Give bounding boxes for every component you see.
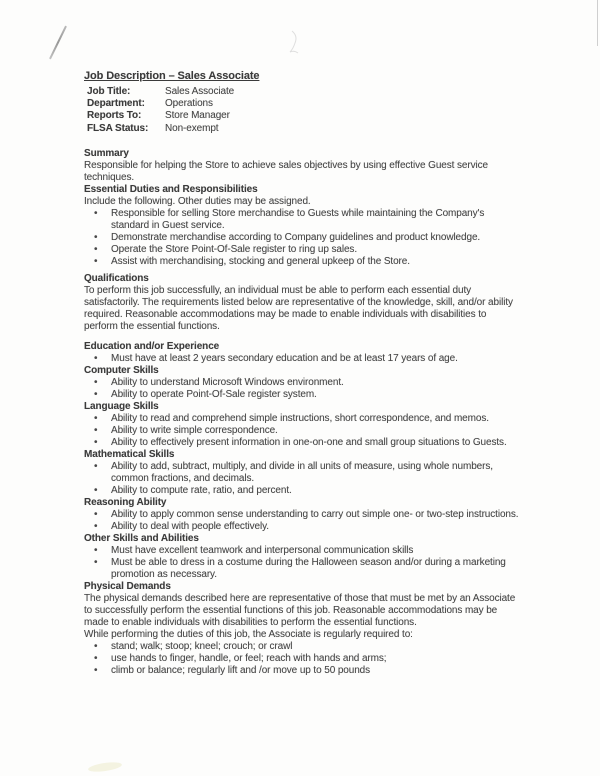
section-heading: Physical Demands: [84, 580, 171, 592]
bullet-list: [84, 208, 520, 268]
info-value: Sales Associate: [165, 86, 235, 97]
section-summary: [84, 148, 520, 184]
section-heading: Other Skills and Abilities: [84, 532, 199, 544]
bullet-item: • Ability to effectively present information in one-on-one and small group situations to Guests.: [84, 437, 520, 449]
section-qualifications: [84, 273, 520, 333]
bullet-item: • Operate the Store Point-Of-Sale register to ring up sales.: [84, 244, 520, 256]
bullet-item: • Assist with merchandising, stocking and general upkeep of the Store.: [84, 256, 520, 268]
section-computer-skills: [84, 365, 520, 401]
info-row-flsa-status: [87, 123, 520, 135]
info-value: Non-exempt: [165, 122, 219, 134]
info-label: FLSA Status:: [87, 122, 149, 134]
bullet-item: • Responsible for selling Store merchandise to Guests while maintaining the Company's standard in Guest service.: [84, 208, 520, 232]
pencil-squiggle-mark: [283, 29, 305, 59]
bullet-list: [84, 353, 520, 365]
bullet-item: • stand; walk; stoop; kneel; crouch; or crawl: [84, 641, 520, 653]
section-heading: Language Skills: [84, 400, 159, 412]
info-value: Store Manager: [165, 110, 230, 122]
bullet-item: • Ability to read and comprehend simple instructions, short correspondence, and memos.: [84, 413, 520, 425]
section-heading: Reasoning Ability: [84, 496, 167, 508]
bullet-item: • Ability to write simple correspondence.: [84, 425, 520, 437]
job-description-document: [84, 70, 520, 677]
paragraph: To perform this job successfully, an individual must be able to perform each essential duty satisfactorily. The requirements listed below are representative of the knowledge, skill, and/or ability required. Reasonable accommodations may be made to enable individuals with disabilities to perform the essential functions.: [84, 284, 513, 332]
section-heading: Qualifications: [84, 272, 149, 284]
bullet-list: [84, 461, 520, 497]
bullet-item: • Ability to operate Point-Of-Sale register system.: [84, 389, 520, 401]
section-heading: Education and/or Experience: [84, 340, 220, 352]
paragraph: The physical demands described here are representative of those that must be met by an Associate to successfully perform the essential functions of this job. Reasonable accommodations may be made to enable individuals with disabilities to perform the essential functions.: [84, 592, 516, 628]
bullet-item: • Must have excellent teamwork and interpersonal communication skills: [84, 545, 520, 557]
info-value: Operations: [165, 98, 213, 110]
info-label: Reports To:: [87, 110, 142, 122]
bullet-item: • climb or balance; regularly lift and /or move up to 50 pounds: [84, 665, 520, 677]
info-row-reports-to: [87, 110, 520, 122]
bullet-list: [84, 413, 520, 449]
paragraph: Responsible for helping the Store to achieve sales objectives by using effective Guest service techniques.: [84, 159, 488, 183]
bullet-item: • use hands to finger, handle, or feel; reach with hands and arms;: [84, 653, 520, 665]
bullet-item: • Demonstrate merchandise according to Company guidelines and product knowledge.: [84, 232, 520, 244]
bullet-list: [84, 641, 520, 677]
bullet-item: • Ability to deal with people effectively.: [84, 521, 520, 533]
document-title: Job Description – Sales Associate: [84, 70, 260, 82]
section-heading: Computer Skills: [84, 364, 159, 376]
bullet-item: • Ability to add, subtract, multiply, and divide in all units of measure, using whole numbers, common fractions, and decimals.: [84, 461, 520, 485]
scan-edge-line: [597, 0, 598, 46]
info-row-department: [87, 98, 520, 110]
section-physical-demands: [84, 581, 520, 677]
bullet-list: [84, 509, 520, 533]
info-label: Department:: [87, 98, 145, 110]
info-row-job-title: [87, 86, 520, 98]
section-other-skills: [84, 533, 520, 581]
info-label: Job Title:: [87, 86, 131, 97]
paragraph: Include the following. Other duties may be assigned.: [84, 195, 311, 207]
section-heading: Summary: [84, 147, 129, 159]
bullet-item: • Must be able to dress in a costume during the Halloween season and/or during a marketing promotion as necessary.: [84, 557, 520, 581]
bullet-item: • Ability to apply common sense understanding to carry out simple one- or two-step instructions.: [84, 509, 520, 521]
paragraph: While performing the duties of this job, the Associate is regularly required to:: [84, 628, 413, 640]
bullet-list: [84, 545, 520, 581]
job-info-block: [87, 86, 520, 135]
section-education-experience: [84, 341, 520, 365]
section-heading: Essential Duties and Responsibilities: [84, 183, 258, 195]
section-essential-duties: [84, 184, 520, 268]
section-reasoning-ability: [84, 497, 520, 533]
scan-smudge: [88, 761, 123, 774]
bullet-item: • Must have at least 2 years secondary education and be at least 17 years of age.: [84, 353, 520, 365]
bullet-item: • Ability to compute rate, ratio, and percent.: [84, 485, 520, 497]
section-heading: Mathematical Skills: [84, 448, 175, 460]
pen-slash-mark: [49, 25, 67, 59]
section-language-skills: [84, 401, 520, 449]
bullet-list: [84, 377, 520, 401]
bullet-item: • Ability to understand Microsoft Windows environment.: [84, 377, 520, 389]
section-mathematical-skills: [84, 449, 520, 497]
